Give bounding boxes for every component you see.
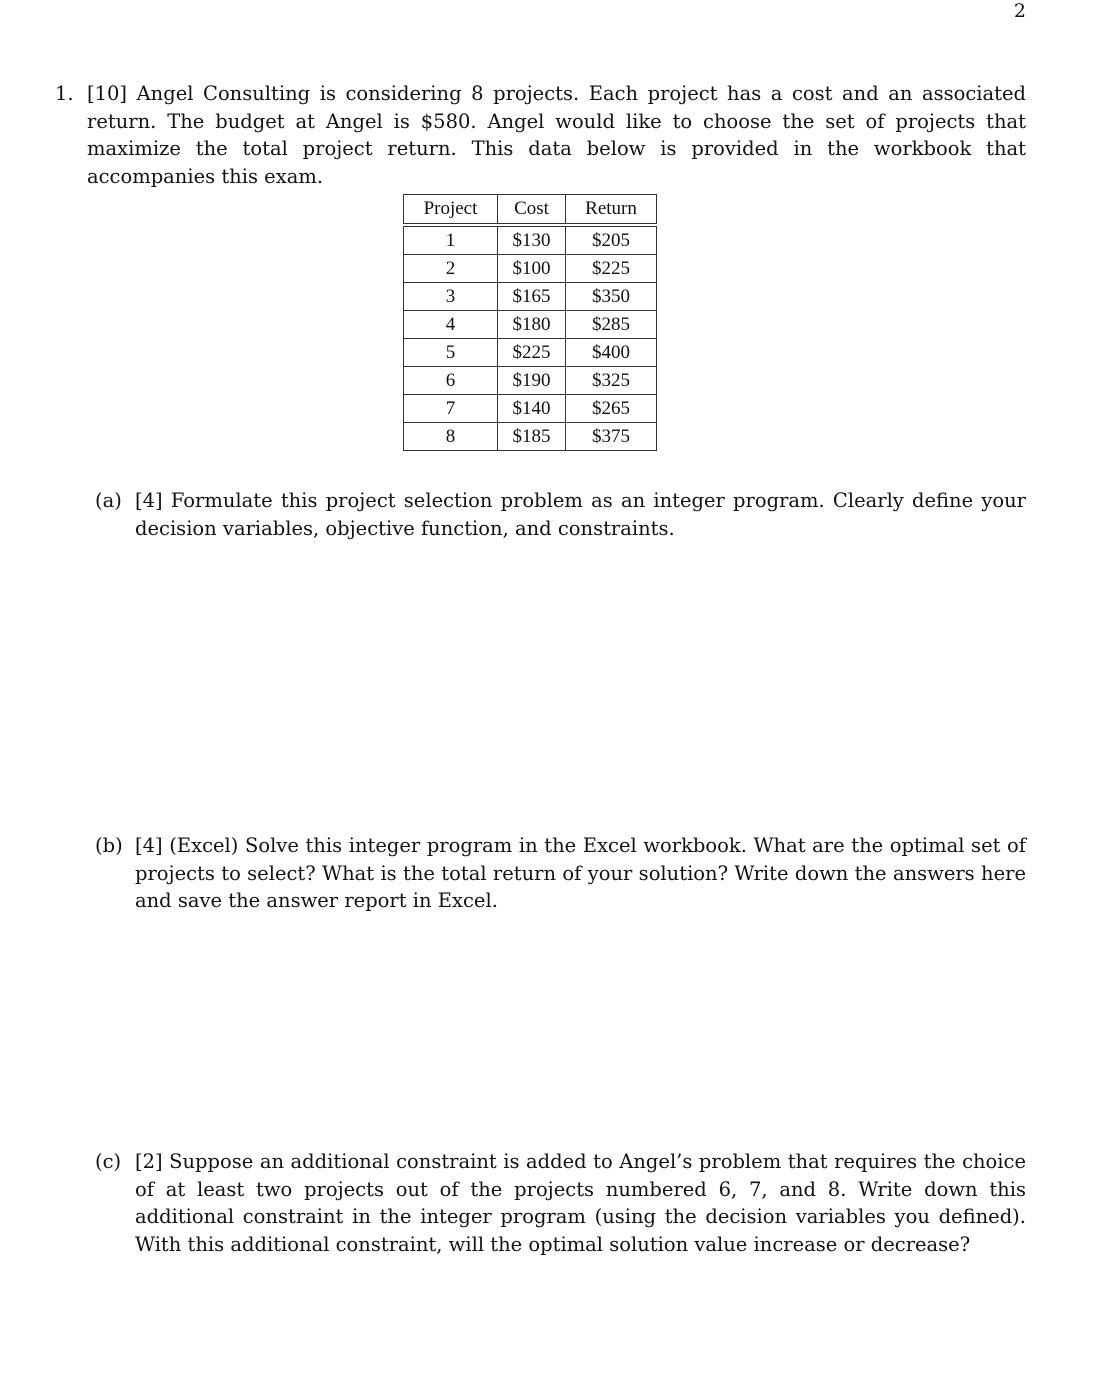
cell-cost: $190 [498,367,566,395]
table-row [404,339,657,367]
table-row [404,225,657,255]
cell-project: 4 [404,311,498,339]
part-b [95,832,1026,915]
cell-return: $285 [566,311,657,339]
question-text: [10] Angel Consulting is considering 8 projects. Each project has a cost and an associated return. The budget at Angel is $580. Angel would like to choose the set of projects that maximize the total project return. This data below is provided in the workbook that accompanies this exam. [87,82,1026,188]
question-1 [55,80,1026,190]
table-row [404,255,657,283]
table-header-row [404,195,657,226]
cell-return: $350 [566,283,657,311]
cell-cost: $130 [498,225,566,255]
part-text: [2] Suppose an additional constraint is added to Angel’s problem that requires the choice of at least two projects out of the projects numbered 6, 7, and 8. Write down this additional constraint in the integer program (using the decision variables you defined). With this additional constraint, will the optimal solution value increase or decrease? [135,1150,1026,1256]
cell-cost: $180 [498,311,566,339]
part-text: [4] (Excel) Solve this integer program in the Excel workbook. What are the optimal set of projects to select? What is the total return of your solution? Write down the answers here and save the answer report in Excel. [135,834,1026,912]
table-row [404,423,657,451]
cell-return: $375 [566,423,657,451]
page-number: 2 [1013,0,1026,22]
cell-project: 1 [404,225,498,255]
cell-return: $325 [566,367,657,395]
header-return: Return [566,195,657,226]
cell-cost: $165 [498,283,566,311]
cell-cost: $185 [498,423,566,451]
cell-project: 3 [404,283,498,311]
cell-project: 6 [404,367,498,395]
cell-cost: $100 [498,255,566,283]
cell-return: $400 [566,339,657,367]
table-row [404,395,657,423]
project-data-table [403,194,657,451]
header-cost: Cost [498,195,566,226]
cell-return: $205 [566,225,657,255]
cell-project: 2 [404,255,498,283]
part-a [95,487,1026,542]
cell-project: 5 [404,339,498,367]
header-project: Project [404,195,498,226]
part-text: [4] Formulate this project selection problem as an integer program. Clearly define your decision variables, objective function, and constraints. [135,489,1026,540]
table-row [404,367,657,395]
part-c [95,1148,1026,1258]
part-label: (a) [95,489,122,512]
cell-cost: $140 [498,395,566,423]
part-label: (b) [95,834,123,857]
cell-return: $225 [566,255,657,283]
question-label: 1. [55,82,74,105]
table-row [404,311,657,339]
cell-return: $265 [566,395,657,423]
cell-project: 7 [404,395,498,423]
part-label: (c) [95,1150,122,1173]
cell-cost: $225 [498,339,566,367]
table-row [404,283,657,311]
cell-project: 8 [404,423,498,451]
